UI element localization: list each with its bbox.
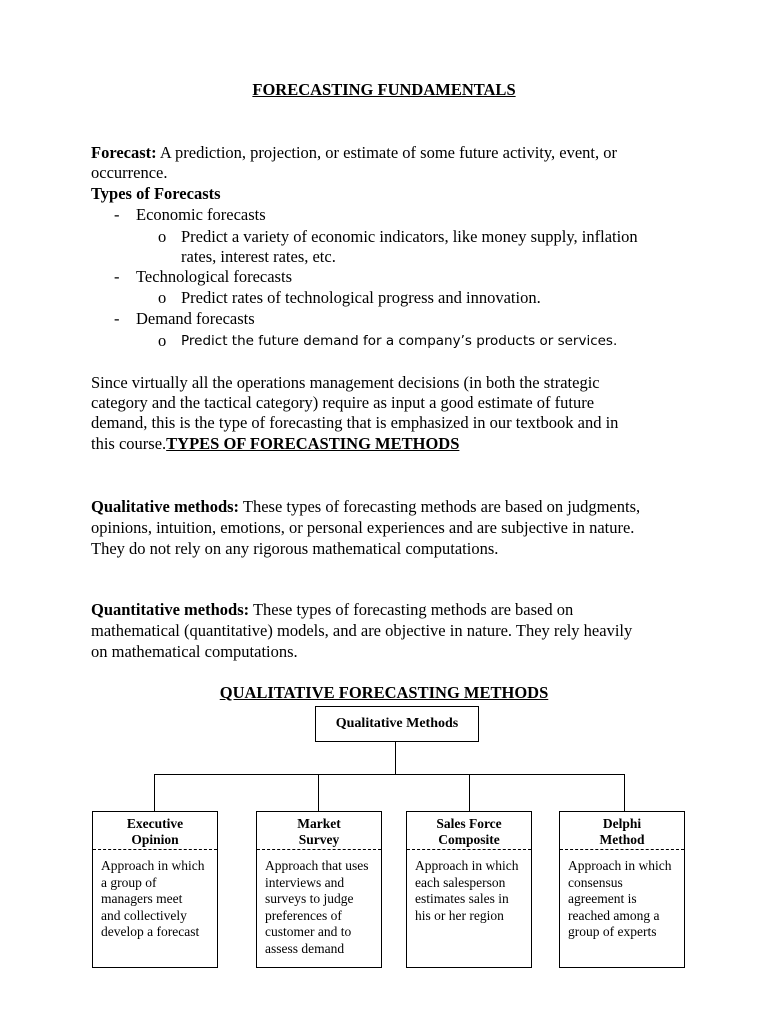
economic-detail: Predict a variety of economic indicators, like money supply, inflation xyxy=(181,227,638,246)
description-line: reached among a xyxy=(568,907,660,923)
forecast-text: A prediction, projection, or estimate of some future activity, event, or xyxy=(156,143,618,162)
description-line: customer and to xyxy=(265,924,352,940)
description-line: preferences of xyxy=(265,907,342,923)
diagram-title: QUALITATIVE FORECASTING METHODS xyxy=(219,683,549,702)
method-title-line: Opinion xyxy=(131,832,179,847)
description-line: managers meet xyxy=(101,891,183,907)
paragraph-line: demand, this is the type of forecasting that is emphasized in our textbook and in xyxy=(91,413,619,432)
bullet-marker: o xyxy=(158,227,167,246)
types-heading: Types of Forecasts xyxy=(91,184,221,203)
economic-detail-continued: rates, interest rates, etc. xyxy=(181,247,336,266)
economic-forecasts-item: Economic forecasts xyxy=(136,205,266,224)
method-sales-force-composite xyxy=(406,811,532,968)
method-title xyxy=(560,812,684,850)
page-title: FORECASTING FUNDAMENTALS xyxy=(252,80,516,99)
branch-connector xyxy=(469,774,470,811)
qualitative-definition xyxy=(91,497,640,517)
quantitative-definition xyxy=(91,600,573,620)
bullet-marker: o xyxy=(158,331,167,350)
description-line: and collectively xyxy=(101,907,187,923)
method-description xyxy=(407,850,531,924)
qualitative-term: Qualitative methods: xyxy=(91,497,240,516)
branch-connector xyxy=(624,774,625,811)
method-title-line: Executive xyxy=(126,816,184,831)
paragraph-line xyxy=(91,434,459,454)
quantitative-term: Quantitative methods: xyxy=(91,600,250,619)
demand-forecasts-item: Demand forecasts xyxy=(136,309,255,328)
description-line: each salesperson xyxy=(415,874,506,890)
technological-forecasts-item: Technological forecasts xyxy=(136,267,292,286)
method-title-line: Sales Force xyxy=(436,816,502,831)
description-line: a group of xyxy=(101,874,157,890)
method-description xyxy=(257,850,381,958)
description-line: consensus xyxy=(568,874,623,890)
technological-detail: Predict rates of technological progress and innovation. xyxy=(181,288,541,307)
paragraph-line: category and the tactical category) require as input a good estimate of future xyxy=(91,393,595,412)
quantitative-text-line: on mathematical computations. xyxy=(91,642,298,661)
description-line: Approach in which xyxy=(101,858,205,873)
quantitative-text-line: mathematical (quantitative) models, and are objective in nature. They rely heavily xyxy=(91,621,633,640)
root-node-label: Qualitative Methods xyxy=(335,716,459,731)
description-line: Approach in which xyxy=(568,858,672,873)
description-line: surveys to judge xyxy=(265,891,354,907)
method-title xyxy=(93,812,217,850)
description-line: group of experts xyxy=(568,924,657,940)
horizontal-connector xyxy=(154,774,625,775)
description-line: interviews and xyxy=(265,874,345,890)
forecast-text-continued: occurrence. xyxy=(91,163,168,182)
method-description xyxy=(560,850,684,941)
method-description xyxy=(93,850,217,941)
description-line: estimates sales in xyxy=(415,891,509,907)
methods-heading: TYPES OF FORECASTING METHODS xyxy=(166,434,460,453)
qualitative-text-line: opinions, intuition, emotions, or personal experiences and are subjective in nature. xyxy=(91,518,635,537)
quantitative-text: These types of forecasting methods are based on xyxy=(249,600,574,619)
dash-marker: - xyxy=(114,309,120,328)
method-title xyxy=(407,812,531,850)
branch-connector xyxy=(318,774,319,811)
root-connector xyxy=(395,742,396,774)
description-line: Approach in which xyxy=(415,858,519,873)
description-line: develop a forecast xyxy=(101,924,200,940)
demand-detail: Predict the future demand for a company’s products or services. xyxy=(181,333,618,349)
dash-marker: - xyxy=(114,205,120,224)
paragraph-end: this course. xyxy=(91,434,167,453)
qualitative-text-line: They do not rely on any rigorous mathematical computations. xyxy=(91,539,499,558)
method-title-line: Market xyxy=(297,816,341,831)
root-node xyxy=(315,706,479,742)
method-delphi-method xyxy=(559,811,685,968)
description-line: Approach that uses xyxy=(265,858,369,873)
branch-connector xyxy=(154,774,155,811)
dash-marker: - xyxy=(114,267,120,286)
description-line: assess demand xyxy=(265,940,345,956)
bullet-marker: o xyxy=(158,288,167,307)
method-title-line: Composite xyxy=(438,832,500,847)
method-executive-opinion xyxy=(92,811,218,968)
description-line: agreement is xyxy=(568,891,637,907)
forecast-term: Forecast: xyxy=(91,143,157,162)
method-market-survey xyxy=(256,811,382,968)
description-line: his or her region xyxy=(415,907,504,923)
method-title-line: Method xyxy=(599,832,645,847)
method-title xyxy=(257,812,381,850)
method-title-line: Survey xyxy=(298,832,340,847)
qualitative-text: These types of forecasting methods are based on judgments, xyxy=(239,497,641,516)
forecast-definition xyxy=(91,143,617,163)
method-title-line: Delphi xyxy=(602,816,642,831)
paragraph-line: Since virtually all the operations management decisions (in both the strategic xyxy=(91,373,600,392)
